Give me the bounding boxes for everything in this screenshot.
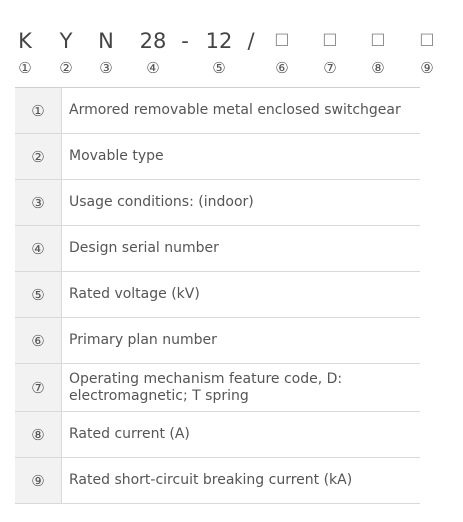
row-description: Rated current (A) [62,412,421,458]
row-marker: ⑧ [15,412,62,458]
code-placeholder-box: ☐ [419,31,435,51]
code-letter-y: Y [59,29,73,53]
code-slash: / [247,29,255,53]
code-design-serial: 28 [139,29,167,53]
row-description: Armored removable metal enclosed switchgear [62,88,421,134]
table-row [15,272,420,318]
row-description: Primary plan number [62,318,421,364]
position-number: ④ [146,59,160,77]
table-row [15,88,420,134]
position-number: ③ [99,59,113,77]
position-number: ⑧ [371,59,385,77]
code-letter-k: K [18,29,32,53]
position-number: ② [59,59,73,77]
model-code-row [0,27,463,55]
table-row [15,412,420,458]
position-number: ⑦ [323,59,337,77]
code-placeholder-box: ☐ [274,31,290,51]
row-marker: ⑥ [15,318,62,364]
position-number: ⑨ [420,59,434,77]
code-dash: - [181,29,189,53]
position-number-row [0,54,463,82]
row-description: Rated voltage (kV) [62,272,421,318]
model-legend-table [15,87,420,504]
row-marker: ① [15,88,62,134]
row-description: Movable type [62,134,421,180]
position-number: ⑤ [212,59,226,77]
table-row [15,458,420,504]
row-marker: ⑤ [15,272,62,318]
table-row [15,134,420,180]
row-description: Rated short-circuit breaking current (kA) [62,458,421,504]
code-rated-voltage: 12 [205,29,233,53]
table-row [15,180,420,226]
table-row [15,364,420,412]
row-marker: ② [15,134,62,180]
row-marker: ④ [15,226,62,272]
row-description: Operating mechanism feature code, D: electromagnetic; T spring [62,364,421,412]
row-description: Usage conditions: (indoor) [62,180,421,226]
row-marker: ⑨ [15,458,62,504]
row-marker: ⑦ [15,364,62,412]
position-number: ① [18,59,32,77]
row-description: Design serial number [62,226,421,272]
table-row [15,226,420,272]
code-letter-n: N [98,29,114,53]
code-placeholder-box: ☐ [370,31,386,51]
table-row [15,318,420,364]
position-number: ⑥ [275,59,289,77]
code-placeholder-box: ☐ [322,31,338,51]
row-marker: ③ [15,180,62,226]
